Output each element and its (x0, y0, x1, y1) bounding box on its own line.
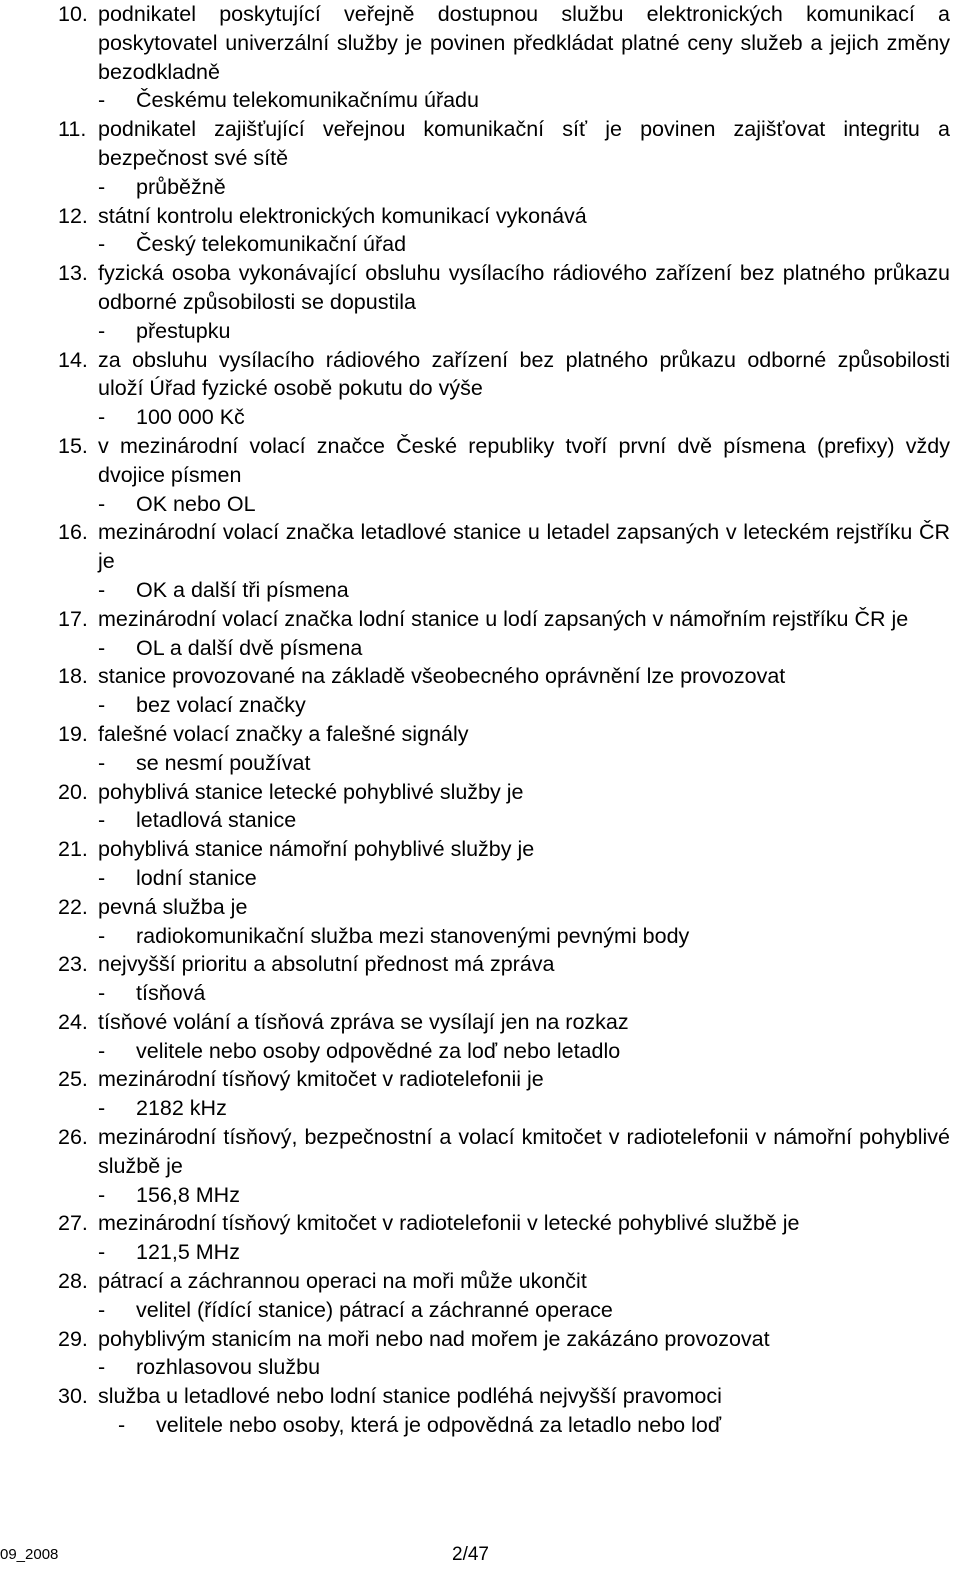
question-number: 11. (58, 117, 87, 142)
question-item (58, 0, 950, 115)
question-item (58, 1325, 950, 1383)
question-text: pátrací a záchrannou operaci na moři může ukončit (98, 1269, 587, 1294)
question-text: mezinárodní tísňový kmitočet v radiotelefonii v letecké pohyblivé službě je (98, 1211, 800, 1236)
question-item (58, 202, 950, 260)
question-text: stanice provozované na základě všeobecného oprávnění lze provozovat (98, 664, 786, 689)
question-number: 18. (58, 664, 88, 689)
answer-dash: - (98, 577, 106, 602)
answer-text: Českému telekomunikačnímu úřadu (136, 88, 479, 113)
answer-dash: - (98, 88, 106, 113)
question-item (58, 950, 950, 1008)
question-text: nejvyšší prioritu a absolutní přednost má zpráva (98, 952, 555, 977)
question-text: služba u letadlové nebo lodní stanice podléhá nejvyšší pravomoci (98, 1384, 722, 1409)
question-number: 21. (58, 837, 88, 862)
question-item (58, 346, 950, 432)
answer (98, 634, 950, 663)
answer-text: OL a další dvě písmena (136, 635, 363, 660)
answer (98, 922, 950, 951)
question-number: 16. (58, 520, 88, 545)
answer-text: lodní stanice (136, 865, 257, 890)
question-number: 25. (58, 1067, 88, 1092)
answer (98, 1353, 950, 1382)
question-item (58, 259, 950, 345)
answer-dash: - (98, 923, 106, 948)
answer-dash: - (98, 174, 106, 199)
answer-dash: - (98, 1355, 106, 1380)
question-number: 22. (58, 894, 88, 919)
question-item (58, 778, 950, 836)
answer-text: OK nebo OL (136, 491, 256, 516)
question-text: pohyblivým stanicím na moři nebo nad mořem je zakázáno provozovat (98, 1326, 770, 1351)
answer-text: velitele nebo osoby, která je odpovědná za letadlo nebo loď (156, 1413, 722, 1438)
answer-dash: - (98, 1038, 106, 1063)
question-number: 13. (58, 261, 88, 286)
answer-text: velitele nebo osoby odpovědné za loď nebo letadlo (136, 1038, 621, 1063)
question-item (58, 605, 950, 663)
answer-text: 2182 kHz (136, 1096, 227, 1121)
question-item (58, 893, 950, 951)
answer-dash: - (98, 1096, 106, 1121)
answer-text: radiokomunikační služba mezi stanovenými pevnými body (136, 923, 690, 948)
question-text: fyzická osoba vykonávající obsluhu vysílacího rádiového zařízení bez platného průkazu odborné způsobilosti se dopustila (98, 261, 950, 314)
question-text: mezinárodní tísňový, bezpečnostní a volací kmitočet v radiotelefonii v námořní pohyblivé službě je (98, 1125, 950, 1178)
question-item (58, 1008, 950, 1066)
answer-dash: - (98, 750, 106, 775)
answer-dash: - (98, 232, 106, 257)
question-text: pohyblivá stanice letecké pohyblivé služby je (98, 779, 524, 804)
answer-dash: - (98, 1240, 106, 1265)
question-number: 14. (58, 347, 88, 372)
question-list (58, 0, 950, 1440)
answer-text: velitel (řídící stanice) pátrací a záchranné operace (136, 1297, 613, 1322)
answer-dash: - (98, 808, 106, 833)
answer-text: Český telekomunikační úřad (136, 232, 407, 257)
question-item (58, 1065, 950, 1123)
question-item (58, 720, 950, 778)
answer (98, 490, 950, 519)
question-text: mezinárodní tísňový kmitočet v radiotelefonii je (98, 1067, 544, 1092)
question-text: tísňové volání a tísňová zpráva se vysílají jen na rozkaz (98, 1009, 629, 1034)
answer-dash: - (98, 1297, 106, 1322)
question-text: falešné volací značky a falešné signály (98, 721, 469, 746)
answer (98, 317, 950, 346)
document-code: 09_2008 (0, 1546, 59, 1563)
question-number: 12. (58, 203, 88, 228)
answer-dash: - (98, 491, 106, 516)
answer-dash: - (98, 1182, 106, 1207)
question-item (58, 1209, 950, 1267)
answer (98, 749, 950, 778)
answer (98, 86, 950, 115)
answer (98, 576, 950, 605)
question-item (58, 518, 950, 604)
answer-text: bez volací značky (136, 693, 306, 718)
question-item (58, 1382, 950, 1440)
answer (98, 691, 950, 720)
question-text: v mezinárodní volací značce České republiky tvoří první dvě písmena (prefixy) vždy dvojice písmen (98, 433, 950, 487)
question-item (58, 432, 950, 518)
question-number: 29. (58, 1326, 88, 1351)
answer-text: 156,8 MHz (136, 1182, 240, 1207)
answer-text: tísňová (136, 981, 206, 1006)
answer (98, 1094, 950, 1123)
question-text: pevná služba je (98, 894, 248, 919)
question-text: státní kontrolu elektronických komunikací vykonává (98, 203, 587, 228)
answer (98, 1181, 950, 1210)
answer (98, 806, 950, 835)
question-number: 28. (58, 1269, 88, 1294)
answer-text: OK a další tři písmena (136, 577, 349, 602)
answer-dash: - (98, 693, 106, 718)
question-item (58, 1123, 950, 1209)
answer (98, 1037, 950, 1066)
answer-text: průběžně (136, 174, 226, 199)
answer (118, 1411, 950, 1440)
question-item (58, 662, 950, 720)
answer-dash: - (98, 318, 106, 343)
answer (98, 1296, 950, 1325)
question-number: 20. (58, 779, 88, 804)
question-item (58, 115, 950, 201)
question-text: podnikatel poskytující veřejně dostupnou službu elektronických komunikací a poskytovatel univerzální služby je povinen předkládat platné ceny služeb a jejich změny bezodkladně (98, 2, 950, 84)
question-number: 27. (58, 1211, 88, 1236)
answer-text: letadlová stanice (136, 808, 297, 833)
answer-text: 100 000 Kč (136, 405, 245, 430)
question-number: 15. (58, 433, 88, 458)
question-number: 10. (58, 2, 88, 26)
answer-dash: - (98, 405, 106, 430)
question-item (58, 1267, 950, 1325)
answer-text: rozhlasovou službu (136, 1355, 321, 1380)
answer-text: 121,5 MHz (136, 1240, 240, 1265)
answer-text: přestupku (136, 318, 231, 343)
question-number: 23. (58, 952, 88, 977)
question-number: 17. (58, 606, 88, 631)
answer-dash: - (98, 635, 106, 660)
answer (98, 979, 950, 1008)
question-text: za obsluhu vysílacího rádiového zařízení bez platného průkazu odborné způsobilosti uloží Úřad fyzické osobě pokutu do výše (98, 347, 950, 401)
answer (98, 403, 950, 432)
answer (98, 173, 950, 202)
answer (98, 864, 950, 893)
answer-dash: - (118, 1413, 126, 1438)
question-text: podnikatel zajišťující veřejnou komunikační síť je povinen zajišťovat integritu a bezpečnost své sítě (98, 117, 950, 170)
question-number: 26. (58, 1125, 88, 1150)
answer-dash: - (98, 981, 106, 1006)
question-number: 24. (58, 1009, 88, 1034)
answer (98, 1238, 950, 1267)
question-text: mezinárodní volací značka letadlové stanice u letadel zapsaných v leteckém rejstříku ČR je (98, 520, 950, 574)
answer (98, 230, 950, 259)
question-number: 30. (58, 1384, 88, 1409)
question-text: mezinárodní volací značka lodní stanice u lodí zapsaných v námořním rejstříku ČR je (98, 606, 909, 631)
question-number: 19. (58, 721, 88, 746)
question-item (58, 835, 950, 893)
answer-text: se nesmí používat (136, 750, 311, 775)
question-text: pohyblivá stanice námořní pohyblivé služby je (98, 837, 535, 862)
answer-dash: - (98, 865, 106, 890)
page-number: 2/47 (452, 1544, 489, 1565)
